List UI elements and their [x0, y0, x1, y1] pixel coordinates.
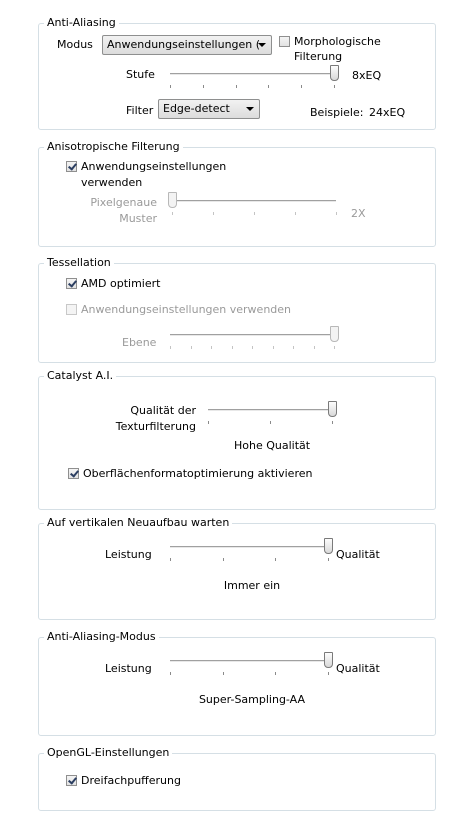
slider-tick [232, 346, 233, 349]
anisotropic-app-settings-label: Anwendungseinstellungen [81, 160, 227, 173]
slider-track [170, 546, 328, 548]
slider-thumb[interactable] [330, 65, 339, 81]
aa-mode-right-label: Qualität [336, 662, 380, 675]
tessellation-app-settings-label: Anwendungseinstellungen verwenden [81, 303, 292, 316]
mode-label: Modus [57, 38, 93, 51]
anti-aliasing-title: Anti-Aliasing [44, 16, 119, 29]
slider-tick [275, 672, 276, 675]
slider-tick [275, 558, 276, 561]
slider-track [172, 200, 336, 202]
vsync-title: Auf vertikalen Neuaufbau warten [44, 516, 232, 529]
slider-tick [293, 346, 294, 349]
morphological-filtering-label: Morphologische [294, 35, 381, 48]
texture-quality-value: Hohe Qualität [234, 439, 311, 452]
filter-select-value: Edge-detect [163, 102, 230, 115]
slider-tick [328, 558, 329, 561]
slider-tick [328, 672, 329, 675]
slider-tick [336, 212, 337, 215]
chevron-down-icon [246, 107, 254, 111]
texture-quality-label-2: Texturfilterung [115, 420, 196, 433]
slider-tick [252, 346, 253, 349]
texture-quality-label: Qualität der [130, 404, 196, 417]
pixel-value: 2X [351, 207, 366, 220]
slider-tick [170, 85, 171, 88]
slider-tick [211, 346, 212, 349]
triple-buffering-label: Dreifachpufferung [81, 774, 181, 787]
tessellation-level-label: Ebene [122, 336, 157, 349]
slider-tick [191, 346, 192, 349]
surface-optimization-label: Oberflächenformatoptimierung aktivieren [83, 467, 313, 480]
tessellation-app-settings-checkbox[interactable] [66, 304, 77, 315]
tessellation-level-slider[interactable] [164, 326, 340, 356]
aa-mode-value: Super-Sampling-AA [198, 693, 306, 706]
slider-tick [334, 85, 335, 88]
slider-tick [223, 672, 224, 675]
aa-mode-left-label: Leistung [105, 662, 152, 675]
morphological-filtering-label-2: Filterung [294, 50, 343, 63]
catalyst-title: Catalyst A.I. [44, 369, 116, 382]
amd-optimized-label: AMD optimiert [81, 277, 161, 290]
slider-tick [172, 212, 173, 215]
slider-track [170, 334, 334, 336]
slider-tick [268, 85, 269, 88]
slider-tick [314, 346, 315, 349]
pixel-label-2: Muster [119, 212, 157, 225]
vsync-right-label: Qualität [336, 548, 380, 561]
filter-label: Filter [126, 104, 154, 117]
triple-buffering-checkbox[interactable] [66, 775, 77, 786]
slider-tick [254, 212, 255, 215]
slider-tick [203, 85, 204, 88]
opengl-title: OpenGL-Einstellungen [44, 746, 172, 759]
filter-select[interactable] [158, 99, 260, 119]
pixel-label: Pixelgenaue [90, 196, 157, 209]
slider-thumb[interactable] [330, 326, 339, 342]
slider-tick [295, 212, 296, 215]
slider-tick [208, 421, 209, 424]
surface-optimization-checkbox[interactable] [68, 468, 79, 479]
level-value: 8xEQ [352, 69, 382, 82]
examples-label: Beispiele: [310, 106, 364, 119]
vsync-value: Immer ein [223, 579, 281, 592]
slider-tick [213, 212, 214, 215]
slider-tick [236, 85, 237, 88]
slider-thumb[interactable] [324, 652, 333, 668]
amd-optimized-checkbox[interactable] [66, 278, 77, 289]
slider-track [170, 73, 334, 75]
slider-tick [223, 558, 224, 561]
examples-value: 24xEQ [369, 106, 406, 119]
aa-mode-title: Anti-Aliasing-Modus [44, 630, 159, 643]
slider-tick [301, 85, 302, 88]
anisotropic-app-settings-label-2: verwenden [81, 176, 143, 189]
slider-track [208, 409, 332, 411]
slider-tick [334, 346, 335, 349]
slider-thumb[interactable] [168, 192, 177, 208]
level-label: Stufe [126, 68, 155, 81]
vsync-slider[interactable] [164, 538, 334, 568]
mode-select[interactable] [102, 35, 272, 55]
pixel-slider[interactable] [166, 192, 342, 222]
aa-mode-slider[interactable] [164, 652, 334, 682]
slider-tick [332, 421, 333, 424]
chevron-down-icon [258, 43, 266, 47]
slider-thumb[interactable] [328, 401, 337, 417]
anisotropic-app-settings-checkbox[interactable] [66, 161, 77, 172]
texture-quality-slider[interactable] [202, 401, 338, 431]
slider-tick [273, 346, 274, 349]
vsync-left-label: Leistung [105, 548, 152, 561]
slider-tick [170, 346, 171, 349]
slider-tick [170, 558, 171, 561]
level-slider[interactable] [164, 65, 340, 95]
slider-track [170, 660, 328, 662]
mode-select-value: Anwendungseinstellungen ( [107, 38, 261, 51]
tessellation-title: Tessellation [44, 256, 114, 269]
slider-tick [170, 672, 171, 675]
slider-thumb[interactable] [324, 538, 333, 554]
slider-tick [270, 421, 271, 424]
anisotropic-title: Anisotropische Filterung [44, 140, 183, 153]
morphological-filtering-checkbox[interactable] [279, 36, 290, 47]
